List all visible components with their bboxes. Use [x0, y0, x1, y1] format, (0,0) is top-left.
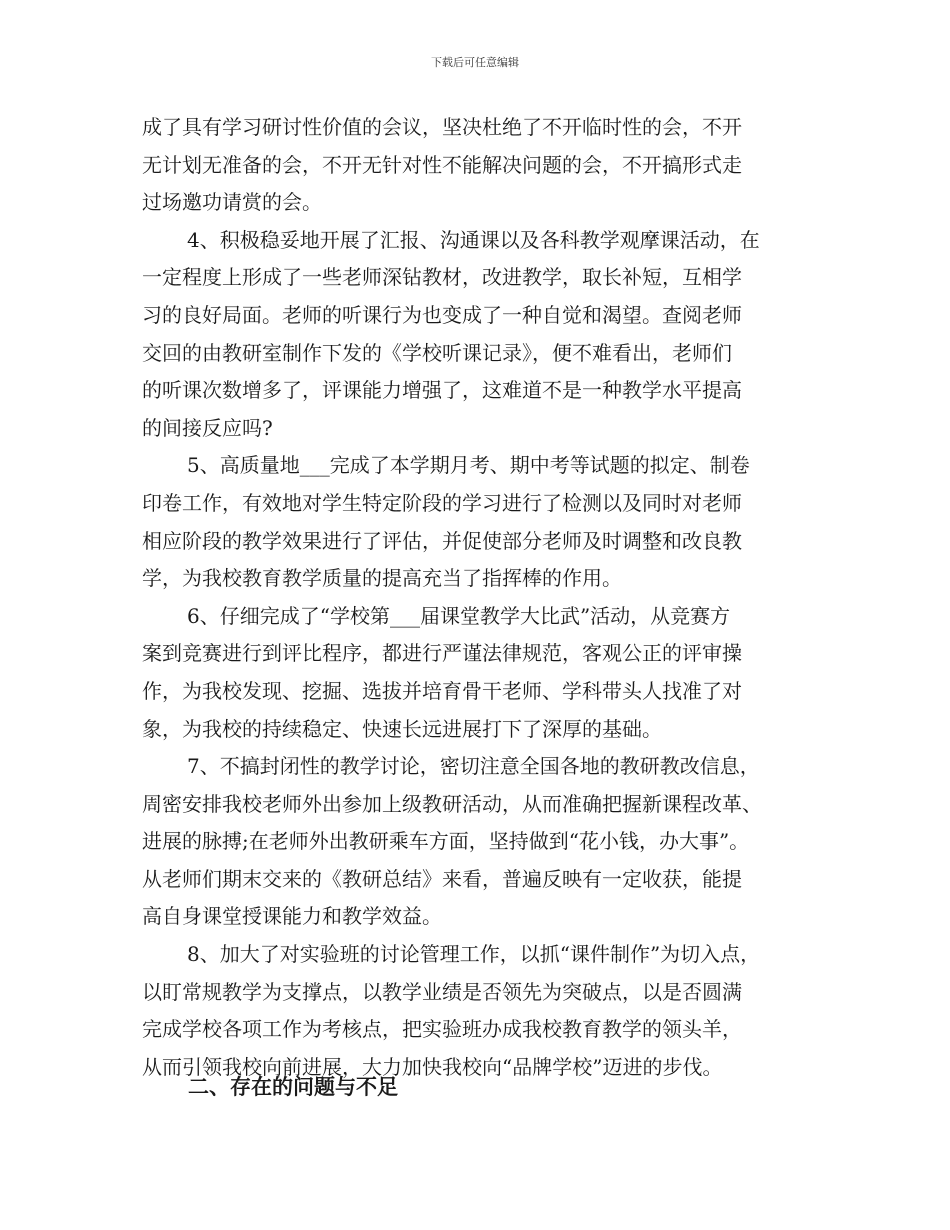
- paragraph-start-line: 8、加大了对实验班的讨论管理工作，以抓“课件制作”为切入点，: [187, 942, 761, 967]
- text-line: 的听课次数增多了，评课能力增强了，这难道不是一种教学水平提高: [142, 378, 742, 403]
- text-line: 的间接反应吗?: [142, 415, 273, 440]
- text-line: 学，为我校教育教学质量的提高充当了指挥棒的作用。: [142, 566, 622, 591]
- section-heading: 二、存在的问题与不足: [188, 1075, 398, 1099]
- paragraph-start-line: 4、积极稳妥地开展了汇报、沟通课以及各科教学观摩课活动，在: [187, 227, 760, 252]
- text-line: 相应阶段的教学效果进行了评估，并促使部分老师及时调整和改良教: [142, 528, 742, 553]
- text-line: 作，为我校发现、挖掘、选拔并培育骨干老师、学科带头人找准了对: [142, 678, 742, 703]
- text-line: 完成学校各项工作为考核点，把实验班办成我校教育教学的领头羊，: [142, 1017, 742, 1042]
- text-line: 进展的脉搏;在老师外出教研乘车方面，坚持做到“花小钱，办大事”。: [142, 829, 750, 854]
- text-line: 成了具有学习研讨性价值的会议，坚决杜绝了不开临时性的会，不开: [142, 115, 742, 139]
- text-line: 案到竞赛进行到评比程序，都进行严谨法律规范，客观公正的评审操: [142, 641, 742, 666]
- text-line: 从老师们期末交来的《教研总结》来看，普遍反映有一定收获，能提: [142, 866, 742, 891]
- paragraph-start-line: 7、不搞封闭性的教学讨论，密切注意全国各地的教研教改信息，: [187, 754, 760, 779]
- paragraph-start-line: 6、仔细完成了“学校第___届课堂教学大比武”活动，从竞赛方: [187, 603, 731, 628]
- text-line: 习的良好局面。老师的听课行为也变成了一种自觉和渴望。查阅老师: [142, 302, 742, 327]
- text-line: 无计划无准备的会，不开无针对性不能解决问题的会，不开搞形式走: [142, 152, 742, 177]
- text-line: 以盯常规教学为支撑点，以教学业绩是否领先为突破点，以是否圆满: [142, 979, 742, 1004]
- text-line: 象，为我校的持续稳定、快速长远进展打下了深厚的基础。: [142, 716, 662, 741]
- paragraph-start-line: 5、高质量地___完成了本学期月考、期中考等试题的拟定、制卷: [187, 453, 750, 478]
- text-line: 从而引领我校向前进展，大力加快我校向“品牌学校”迈进的步伐。: [142, 1054, 723, 1079]
- text-line: 高自身课堂授课能力和教学效益。: [142, 904, 442, 929]
- text-line: 印卷工作，有效地对学生特定阶段的学习进行了检测以及同时对老师: [142, 490, 742, 515]
- body-text: [142, 109, 832, 1086]
- text-line: 过场邀功请赏的会。: [142, 190, 322, 215]
- page-header: 下载后可任意编辑: [431, 56, 519, 69]
- text-line: 交回的由教研室制作下发的《学校听课记录》，便不难看出，老师们: [142, 340, 732, 365]
- text-line: 周密安排我校老师外出参加上级教研活动，从而准确把握新课程改革、: [142, 791, 762, 816]
- text-line: 一定程度上形成了一些老师深钻教材，改进教学，取长补短，互相学: [142, 265, 742, 290]
